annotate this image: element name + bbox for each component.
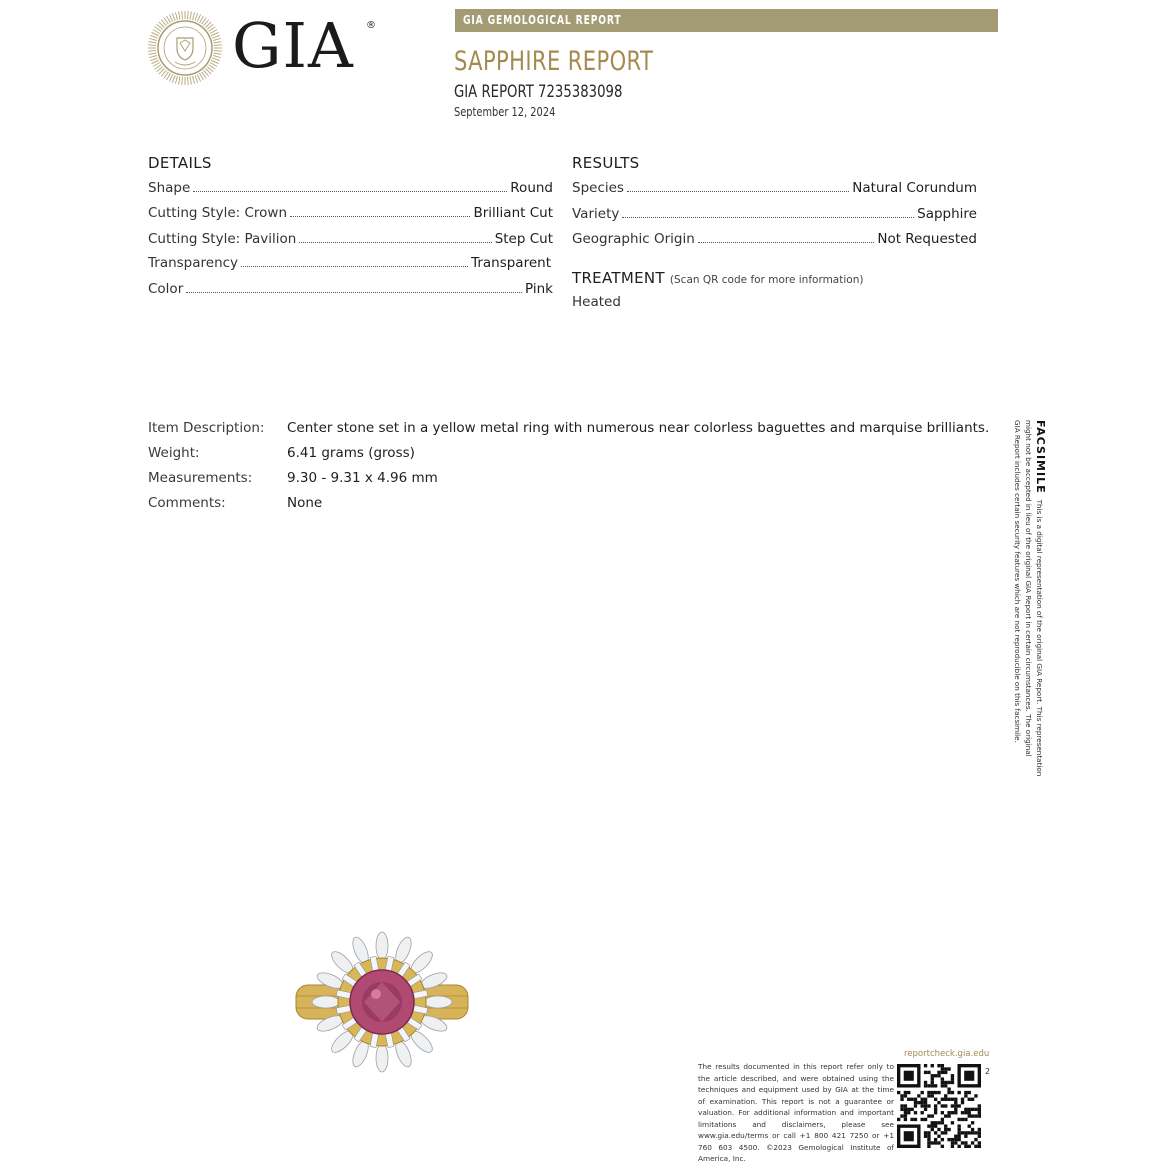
item-description-value: Center stone set in a yellow metal ring with numerous near colorless baguettes and marquise brilliants. bbox=[287, 420, 990, 436]
treatment-heading bbox=[572, 268, 863, 287]
results-label: Variety bbox=[572, 206, 620, 222]
details-row-crown bbox=[148, 205, 553, 221]
results-row-variety bbox=[572, 206, 977, 222]
facsimile-line3: GIA Report includes certain security features which are not reproducible on this facsimile. bbox=[1013, 420, 1022, 743]
measurements-value: 9.30 - 9.31 x 4.96 mm bbox=[287, 470, 438, 486]
details-label: Cutting Style: Crown bbox=[148, 205, 288, 221]
reportcheck-link[interactable]: reportcheck.gia.edu bbox=[904, 1049, 990, 1059]
report-number: GIA REPORT 7235383098 bbox=[454, 82, 623, 102]
weight-value: 6.41 grams (gross) bbox=[287, 445, 415, 461]
details-row-pavilion bbox=[148, 231, 553, 247]
facsimile-notice bbox=[1010, 420, 1046, 780]
details-row-transparency bbox=[148, 255, 551, 271]
results-row-origin bbox=[572, 231, 977, 247]
facsimile-line2: might not be accepted in lieu of the original GIA Report in certain circumstances. The original bbox=[1024, 420, 1033, 757]
disclaimer-text: The results documented in this report refer only to the article described, and were obtained using the techniques and equipment used by GIA at the time of examination. This report is not a guarantee or valuation. For additional information and important limitations and disclaimers, please see www.gia.edu/terms or call +1 800 421 7250 or +1 760 603 4500. ©2023 Gemological Institute of America, Inc. bbox=[698, 1062, 894, 1163]
page-number: 2 bbox=[985, 1067, 991, 1076]
report-type-title: SAPPHIRE REPORT bbox=[454, 46, 654, 77]
facsimile-line1: This is a digital representation of the original GIA Report. This representation bbox=[1035, 499, 1044, 777]
details-value: Transparent bbox=[471, 255, 551, 271]
details-label: Shape bbox=[148, 180, 191, 196]
item-description-label: Item Description: bbox=[148, 420, 265, 436]
banner-text: GIA GEMOLOGICAL REPORT bbox=[463, 13, 622, 27]
report-banner bbox=[455, 9, 998, 32]
comments-label: Comments: bbox=[148, 495, 226, 511]
comments-value: None bbox=[287, 495, 323, 511]
treatment-value: Heated bbox=[572, 294, 621, 310]
registered-mark: ® bbox=[366, 20, 376, 31]
results-value: Not Requested bbox=[877, 231, 977, 247]
results-label: Species bbox=[572, 180, 624, 196]
details-value: Pink bbox=[525, 281, 553, 297]
details-label: Transparency bbox=[148, 255, 239, 271]
details-row-color bbox=[148, 281, 553, 297]
gia-wordmark: GIA bbox=[232, 9, 354, 82]
report-date: September 12, 2024 bbox=[454, 105, 556, 119]
results-value: Natural Corundum bbox=[852, 180, 977, 196]
ring-photo bbox=[292, 930, 472, 1080]
details-value: Brilliant Cut bbox=[473, 205, 553, 221]
details-value: Step Cut bbox=[494, 231, 553, 247]
qr-code-icon[interactable] bbox=[897, 1064, 981, 1150]
facsimile-title: FACSIMILE bbox=[1034, 420, 1047, 494]
weight-label: Weight: bbox=[148, 445, 200, 461]
measurements-label: Measurements: bbox=[148, 470, 253, 486]
details-label: Cutting Style: Pavilion bbox=[148, 231, 297, 247]
details-label: Color bbox=[148, 281, 184, 297]
details-value: Round bbox=[510, 180, 553, 196]
results-label: Geographic Origin bbox=[572, 231, 695, 247]
details-row-shape bbox=[148, 180, 553, 196]
gia-seal-icon bbox=[147, 10, 223, 86]
treatment-note: (Scan QR code for more information) bbox=[669, 274, 864, 286]
results-value: Sapphire bbox=[917, 206, 977, 222]
results-row-species bbox=[572, 180, 977, 196]
treatment-title: TREATMENT bbox=[572, 269, 665, 287]
details-title: DETAILS bbox=[148, 154, 212, 172]
results-title: RESULTS bbox=[572, 154, 640, 172]
